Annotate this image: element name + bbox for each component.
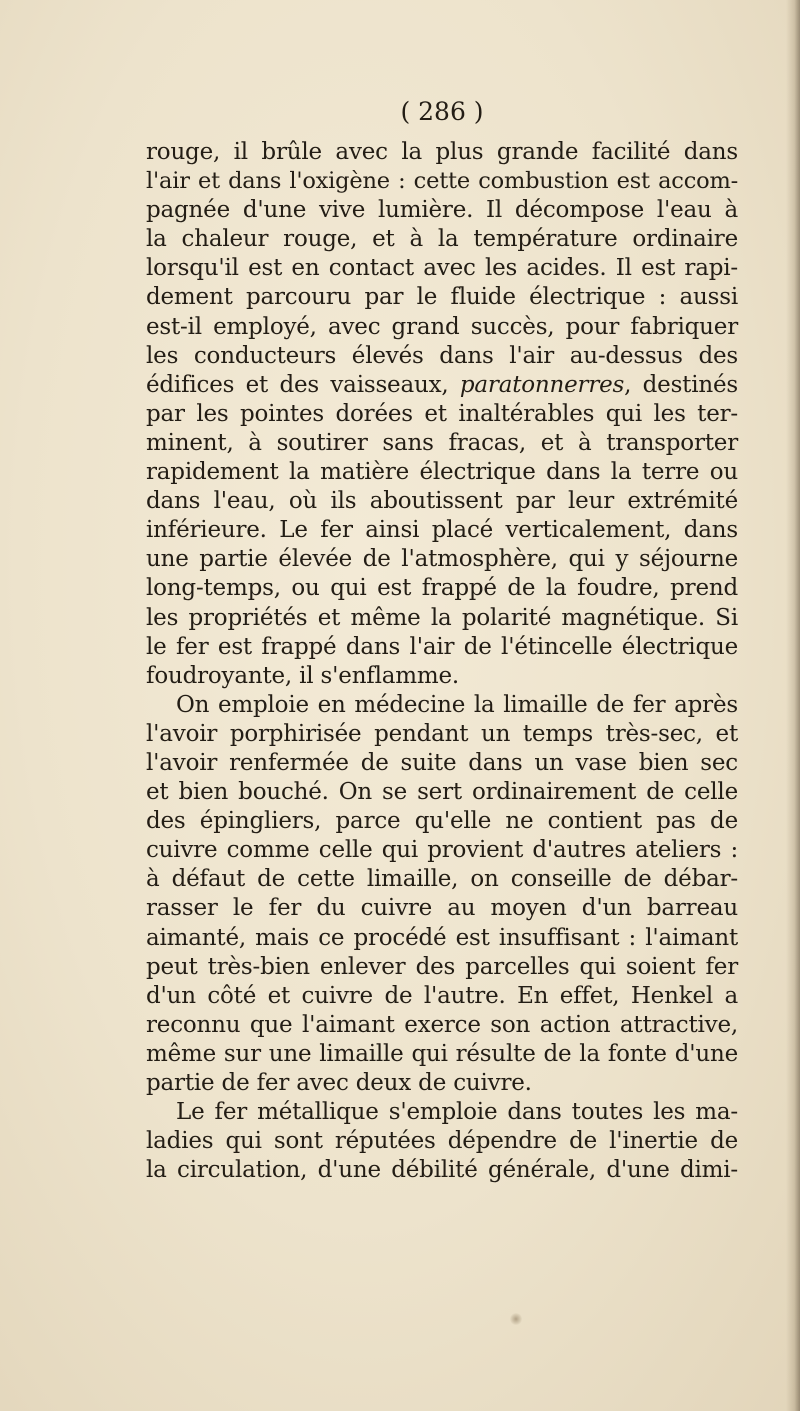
- ink-smudge: [510, 1313, 522, 1325]
- text-line: rouge, il brûle avec la plus grande facilité dans: [146, 139, 738, 165]
- text-line: lorsqu'il est en contact avec les acides. Il est rapi-: [146, 255, 738, 282]
- text-line: [146, 371, 738, 400]
- text-line: On emploie en médecine la limaille de fer après: [176, 691, 738, 718]
- text-line: l'air et dans l'oxigène : cette combustion est accom-: [146, 168, 738, 195]
- text-line: reconnu que l'aimant exerce son action attractive,: [146, 1011, 738, 1038]
- text-line: minent, à soutirer sans fracas, et à transporter: [146, 429, 738, 456]
- text-line: les conducteurs élevés dans l'air au-dessus des: [146, 342, 738, 369]
- text-line: par les pointes dorées et inaltérables qui les ter-: [146, 400, 738, 427]
- text-line: les propriétés et même la polarité magnétique. Si: [146, 604, 738, 631]
- text-line: une partie élevée de l'atmosphère, qui y séjourne: [146, 546, 738, 573]
- text-line: d'un côté et cuivre de l'autre. En effet, Henkel a: [146, 982, 738, 1009]
- text-line: cuivre comme celle qui provient d'autres ateliers :: [146, 837, 738, 864]
- text-line: la circulation, d'une débilité générale, d'une dimi-: [146, 1157, 738, 1184]
- text-line: à défaut de cette limaille, on conseille de débar-: [146, 866, 738, 893]
- text-line: la chaleur rouge, et à la température ordinaire: [146, 226, 738, 253]
- text-line: le fer est frappé dans l'air de l'étincelle électrique: [146, 633, 738, 660]
- text-line: dans l'eau, où ils aboutissent par leur extrémité: [146, 488, 738, 515]
- page-edge-shadow: [786, 0, 800, 1411]
- text-line: même sur une limaille qui résulte de la fonte d'une: [146, 1040, 738, 1067]
- text-run: édifices et des vaisseaux,: [146, 371, 460, 398]
- body-text: [146, 138, 738, 1185]
- italic-term: paratonnerres: [459, 371, 625, 398]
- text-line: long-temps, ou qui est frappé de la foudre, prend: [146, 575, 738, 602]
- text-line: est-il employé, avec grand succès, pour fabriquer: [146, 313, 738, 340]
- text-line: aimanté, mais ce procédé est insuffisant : l'aimant: [146, 924, 738, 951]
- text-line: rasser le fer du cuivre au moyen d'un barreau: [146, 895, 738, 922]
- text-line: rapidement la matière électrique dans la terre ou: [146, 459, 738, 486]
- text-line: et bien bouché. On se sert ordinairement de celle: [146, 779, 738, 806]
- text-run: , destinés: [624, 371, 738, 398]
- text-line: dement parcouru par le fluide électrique : aussi: [146, 284, 738, 311]
- text-line: des épingliers, parce qu'elle ne contient pas de: [146, 808, 738, 835]
- text-line: Le fer métallique s'emploie dans toutes les ma-: [176, 1099, 738, 1126]
- text-line: l'avoir porphirisée pendant un temps très-sec, et: [146, 720, 738, 747]
- text-line: partie de fer avec deux de cuivre.: [146, 1070, 532, 1096]
- text-line: pagnée d'une vive lumière. Il décompose l'eau à: [146, 197, 738, 224]
- text-line: ladies qui sont réputées dépendre de l'inertie de: [146, 1128, 738, 1155]
- text-line: peut très-bien enlever des parcelles qui soient fer: [146, 953, 738, 980]
- text-line: inférieure. Le fer ainsi placé verticalement, dans: [146, 517, 738, 544]
- page-number: ( 286 ): [400, 97, 484, 126]
- text-line: l'avoir renfermée de suite dans un vase bien sec: [146, 749, 738, 776]
- text-line: foudroyante, il s'enflamme.: [146, 662, 460, 689]
